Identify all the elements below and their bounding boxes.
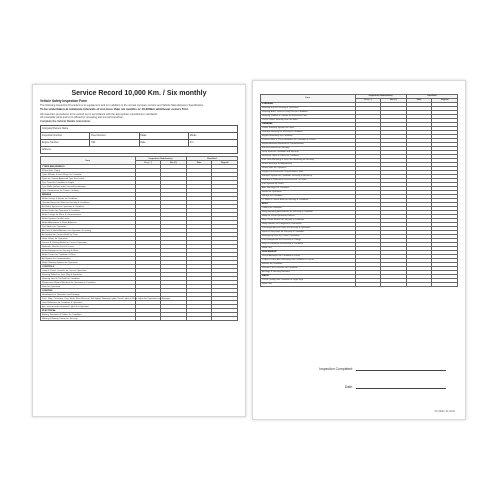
- info-row: [41, 133, 237, 140]
- item-label: Tyre Walls (without tube) Internal for damage: [41, 185, 136, 189]
- section-heading: TYRES AND WHEELS: [41, 165, 136, 169]
- item-label: Seats & Seat Belts for Security & Condition: [261, 231, 356, 235]
- info-row: [41, 140, 237, 147]
- table-body-left: [41, 165, 238, 321]
- item-label: Check Quality and Condition of Legal Sign: [261, 279, 356, 283]
- info-cell[interactable]: VIN: [90, 140, 139, 146]
- item-label: Engine Auxiliary Material for Contamination: [261, 143, 356, 147]
- table-row: [41, 317, 238, 321]
- inspection-table-left: [40, 156, 238, 321]
- item-label: Battery & Battery Carrier for Security: [41, 317, 136, 321]
- col-date: Date: [406, 99, 432, 103]
- info-cell[interactable]: Model: [189, 133, 197, 137]
- item-label: Engine For Excessive Oil and Water Leaks: [261, 171, 356, 175]
- item-label: Steps & Handrails for Security & Condition: [261, 243, 356, 247]
- item-label: Air Tank & Slack Adjusters for Operation & Locking: [41, 229, 136, 233]
- item-label: Vacuum Hoses for Wear for Security & Condition: [41, 201, 136, 205]
- item-label: Road Test: [261, 283, 356, 287]
- bullet-1: All inspection procedures to be carried out in accordance with the appropriate manufacturer standards.: [40, 112, 158, 116]
- col-no: No (✗): [381, 99, 407, 103]
- item-label: Springs for Condition: [261, 195, 356, 199]
- date-cell[interactable]: [406, 283, 432, 287]
- item-label: Tyres for Correct Approved Tyre Size Loads: [41, 177, 136, 181]
- form-subtitle: Vehicle Safety Inspection Form: [40, 99, 88, 103]
- col-inspection: Inspection Satisfactory: [135, 157, 186, 161]
- section-heading: LIGHTING: [41, 289, 136, 293]
- item-label: Torque & Rear Axle Mountings for Condition & Cracks: [261, 259, 356, 263]
- item-label: Brake Drums for Condition & Wear: [41, 253, 136, 257]
- signed-cell[interactable]: [212, 317, 238, 321]
- section-heading: ELECTRICAL: [41, 309, 136, 313]
- form-footer: CS 1000 / 01-10/11: [434, 410, 455, 413]
- item-label: Air System for Correct Build Up Time: [41, 233, 136, 237]
- section-heading: STEERING: [261, 103, 356, 107]
- col-yes: Yes (✓): [355, 99, 381, 103]
- item-label: Cabins for Condition: [261, 207, 356, 211]
- item-label: Aux. Interior and Instrument Lights for Operation: [41, 305, 136, 309]
- item-label: Air System for Contamination: [41, 257, 136, 261]
- section-heading: SUSPENSION: [261, 251, 356, 255]
- item-label: Service & Parking Brake for Correct Operation: [41, 241, 136, 245]
- item-label: Body Interiors for Dangerous Protrusions: [261, 223, 356, 227]
- item-label: Road Test: [261, 247, 356, 251]
- item-label: Tyre Construction for Correct Loading: [41, 189, 136, 193]
- item-label: Steering Joint & Tie Rods for Condition: [41, 277, 136, 281]
- signed-cell[interactable]: [432, 283, 458, 287]
- service-record-page-right: [252, 80, 466, 420]
- item-label: Brake Valves for Operation & Condition: [41, 209, 136, 213]
- item-label: Tyres Wheels & Lock Rings for Condition: [41, 173, 136, 177]
- item-label: Steering Wheel for Free Play & Hardness: [41, 273, 136, 277]
- no-cell[interactable]: [161, 317, 187, 321]
- inspection-completed-field[interactable]: [356, 367, 446, 371]
- info-cell[interactable]: Address: [42, 147, 51, 151]
- col-date: Date: [186, 161, 212, 165]
- item-label: Windscreen Wipers/Washers for Operation & Condition: [41, 281, 136, 285]
- col-no: No (✗): [161, 161, 187, 165]
- date-cell[interactable]: [186, 317, 212, 321]
- item-label: Wheel Nuts (Tight): [41, 169, 136, 173]
- item-label: Steering Arms, Joints & King Pins for Condition: [261, 111, 356, 115]
- item-label: Park, Stop, Clearance, Fog, Work, Rear Reverse, Tail Signal, Warning Lights, Panel Lights & Plate Lights for Operation and Damage: [42, 297, 171, 300]
- item-label: Axle Housings for Condition: [261, 187, 356, 191]
- item-label: Hydraulic Fluid for Level & Leaks: [41, 245, 136, 249]
- inspection-table-right: [260, 94, 458, 287]
- section-heading: GENERAL: [261, 123, 356, 127]
- section-heading: BRAKES: [41, 193, 136, 197]
- item-label: Brake Adjustment & Slack Adjusters: [41, 221, 136, 225]
- col-rectified: Rectified: [186, 157, 237, 161]
- item-label: Fuel Tank Mounting & Fuel Line Mounting for Security: [261, 159, 356, 163]
- info-row: [41, 147, 237, 153]
- no-cell[interactable]: [381, 283, 407, 287]
- item-label: Tyre Tread for Condition & Depth: [41, 181, 136, 185]
- item-label: Universal Joints & Yokes for Condition: [261, 155, 356, 159]
- item-label: Park Brake for Operation: [41, 225, 136, 229]
- yes-cell[interactable]: [135, 317, 161, 321]
- intro-text: The following Inspection Procedure is to supplement and is in addition to the normal company service and Vehicle Manufacturers Specification.: [40, 104, 204, 107]
- info-cell[interactable]: Inspection Number: [41, 133, 90, 139]
- date-row: [263, 385, 455, 389]
- item-label: Horn for Operation: [41, 285, 136, 289]
- item-label: Body Mounting Attachments for Security & Condition: [261, 211, 356, 215]
- inspection-completed-row: [263, 367, 455, 371]
- notice-text: To be undertaken at minimum intervals of not more than six months or 10,000km whichever occurs first.: [40, 107, 189, 112]
- item-label: Shackle Pins & Bushes for Condition: [261, 267, 356, 271]
- item-label: Wheel Nuts for Tightness: [261, 167, 356, 171]
- item-label: Brake Warning System for Operation: [41, 261, 136, 265]
- item-label: 'U' Bolts & Centre Bolts for Security & Condition: [261, 199, 356, 203]
- item-label: Brake Linings for Wear & Contamination: [41, 213, 136, 217]
- info-cell[interactable]: Engine Number: [41, 140, 90, 146]
- page-title: Service Record 10,000 Km. / Six monthly: [71, 90, 207, 97]
- info-cell[interactable]: Fleet Number: [90, 133, 139, 139]
- date-label: Date:: [344, 385, 353, 389]
- col-item: Item: [261, 95, 356, 103]
- item-label: Exhaust Mounts for Security: [261, 147, 356, 151]
- item-label: Power Steering System for Leaks: [261, 127, 356, 131]
- col-signed: Signed: [212, 161, 238, 165]
- service-record-page-left: [32, 84, 246, 417]
- section-heading: BODY: [261, 203, 356, 207]
- info-cell[interactable]: Company/Owners Name: [42, 126, 69, 130]
- col-yes: Yes (✓): [135, 161, 161, 165]
- col-item: Item: [41, 157, 136, 165]
- item-label: Steering Box for Security & Operation: [261, 107, 356, 111]
- info-cell[interactable]: Km: [189, 140, 194, 144]
- item-label: Rear Vision Mirrors for Security & Condition: [261, 219, 356, 223]
- col-rectified: Rectified: [406, 95, 457, 99]
- item-label: Fire Extinguisher for Pressure & Charge: [261, 239, 356, 243]
- item-label: Drive Shaft for Condition and Security: [261, 151, 356, 155]
- section-heading: CONTROLS: [41, 265, 136, 269]
- table-row: [261, 283, 458, 287]
- complete-label: Complete the Vehicle Details Area below:: [40, 120, 91, 124]
- info-cell[interactable]: Make: [140, 133, 189, 139]
- item-label: Air Bags & Security Brackets: [261, 271, 356, 275]
- item-label: Wheel Bearings for Adjustment: [261, 163, 356, 167]
- item-label: Drain Valves for Operation: [41, 237, 136, 241]
- item-label: Gearbox & Differential for Excessive Oil Leaks: [261, 179, 356, 183]
- item-label: Chassis Rails & Cross Members for Condition & Cracks: [261, 139, 356, 143]
- item-label: Gearbox Housing for Security & Condition: [261, 131, 356, 135]
- info-row: [41, 126, 237, 133]
- item-label: Bushes for Condition: [261, 263, 356, 267]
- date-field[interactable]: [356, 385, 446, 389]
- yes-cell[interactable]: [355, 283, 381, 287]
- info-cell[interactable]: Date: [140, 140, 189, 146]
- col-inspection: Inspection Satisfactory: [355, 95, 406, 99]
- item-label: Engine Mountings for Condition: [261, 135, 356, 139]
- section-heading: RADIO: [261, 275, 356, 279]
- item-label: Lamp & Check Controls for Correct Operation: [41, 269, 136, 273]
- item-label: Emergency Exits for Correct Operation: [261, 235, 356, 239]
- inspection-completed-label: Inspection Completed:: [319, 367, 353, 371]
- item-label: Hoses for Operation: [261, 191, 356, 195]
- item-label: Body for Visual Structural Defects: [261, 215, 356, 219]
- item-label: Fuel System for Leaks: [261, 183, 356, 187]
- item-label: Brake Linings & Shoes for Condition: [41, 197, 136, 201]
- bullet-2: All unsuitable parts and to be affixed for operating test annual inspection.: [40, 116, 124, 119]
- item-label: Exhaust System for Condition, Security & Efficiency: [261, 175, 356, 179]
- item-label: Headlamps for Operation and Damage: [41, 293, 136, 297]
- item-label: Brake Systems for Air Leaks: [41, 217, 136, 221]
- item-label: Lens Reflectors for Condition & Operation: [41, 301, 136, 305]
- item-label: Steering Wheels & Column for Excessive Play: [261, 115, 356, 119]
- item-label: Brake Equipment for Security & Wear: [41, 249, 136, 253]
- vehicle-details-box: [40, 125, 238, 154]
- item-label: Battery Terminals & Cables for Condition: [41, 313, 136, 317]
- item-label: Check Power Steering and Fan Belts: [261, 119, 356, 123]
- table-body-right: [261, 103, 458, 287]
- item-label: Air Brake System for Operation & Condition: [41, 205, 136, 209]
- item-label: Shock Absorbers for Condition & Leaks: [261, 255, 356, 259]
- item-label: Passenger Access Doors for Security & Operation: [261, 227, 356, 231]
- col-signed: Signed: [432, 99, 458, 103]
